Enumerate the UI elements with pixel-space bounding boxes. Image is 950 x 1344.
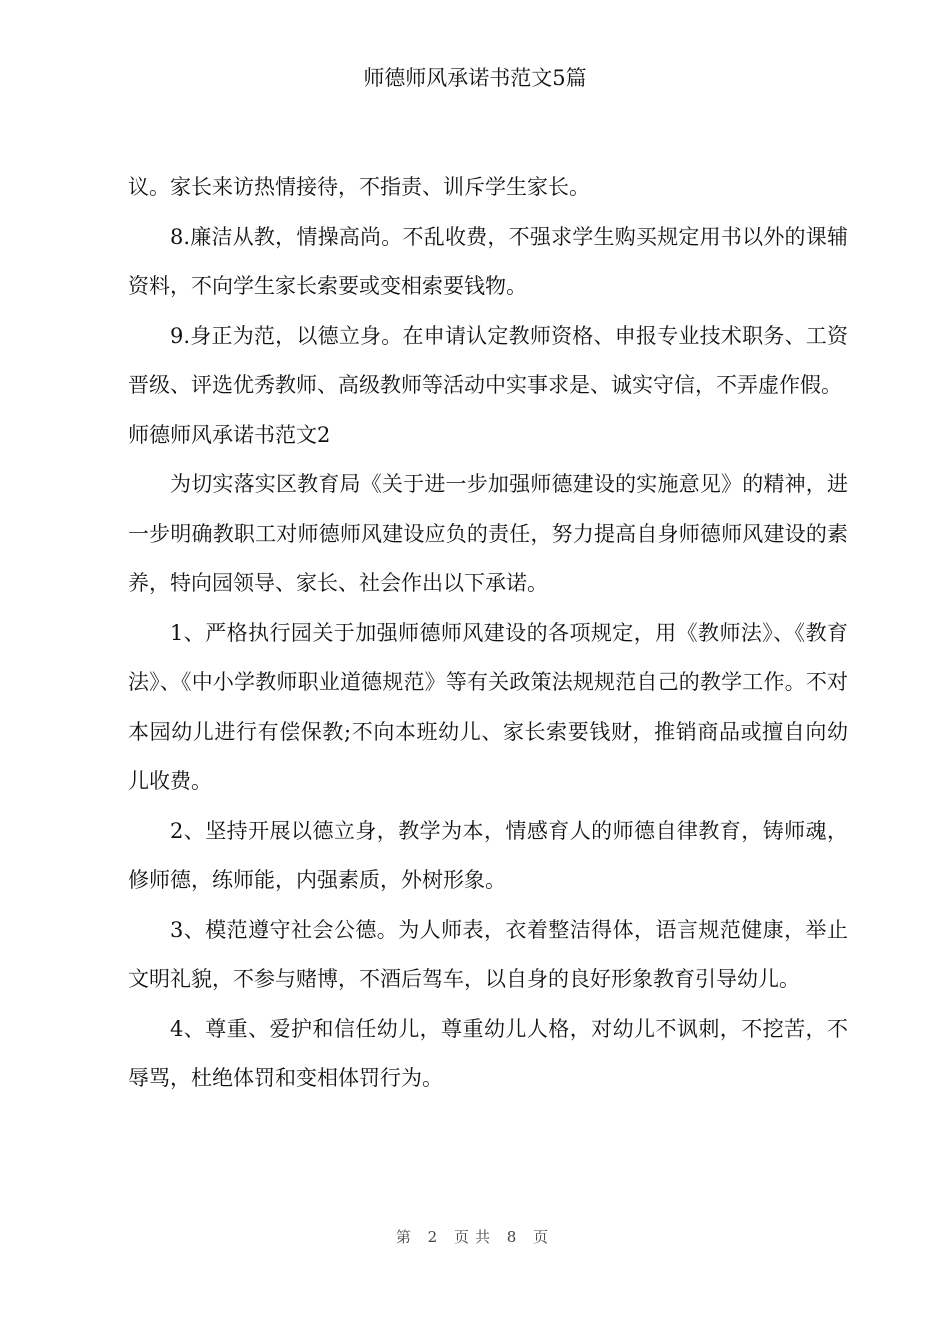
document-body: [128, 163, 848, 1104]
paragraph-2: 8.廉洁从教，情操高尚。不乱收费，不强求学生购买规定用书以外的课辅资料，不向学生家长索要或变相索要钱物。: [128, 224, 848, 298]
paragraph-8: 4、尊重、爱护和信任幼儿，尊重幼儿人格，对幼儿不讽刺，不挖苦，不辱骂，杜绝体罚和变相体罚行为。: [128, 1016, 848, 1090]
section-heading: 师德师风承诺书范文2: [128, 422, 331, 447]
page-header-title: 师德师风承诺书范文5篇: [363, 66, 587, 90]
paragraph-1: 议。家长来访热情接待，不指责、训斥学生家长。: [128, 175, 590, 199]
paragraph-5: 1、严格执行园关于加强师德师风建设的各项规定，用《教师法》、《教育法》、《中小学教师职业道德规范》等有关政策法规规范自己的教学工作。不对本园幼儿进行有偿保教;不向本班幼儿、家长索要钱财，推销商品或擅自向幼儿收费。: [128, 620, 848, 793]
paragraph-6: 2、坚持开展以德立身，教学为本，情感育人的师德自律教育，铸师魂，修师德，练师能，内强素质，外树形象。: [128, 818, 848, 892]
page-number: 第 2 页共 8 页: [395, 1228, 555, 1246]
paragraph-7: 3、模范遵守社会公德。为人师表，衣着整洁得体，语言规范健康，举止文明礼貌，不参与赌博，不酒后驾车，以自身的良好形象教育引导幼儿。: [128, 917, 848, 991]
paragraph-3: 9.身正为范，以德立身。在申请认定教师资格、申报专业技术职务、工资晋级、评选优秀教师、高级教师等活动中实事求是、诚实守信，不弄虚作假。: [128, 323, 848, 397]
paragraph-4: 为切实落实区教育局《关于进一步加强师德建设的实施意见》的精神，进一步明确教职工对师德师风建设应负的责任，努力提高自身师德师风建设的素养，特向园领导、家长、社会作出以下承诺。: [128, 472, 848, 595]
